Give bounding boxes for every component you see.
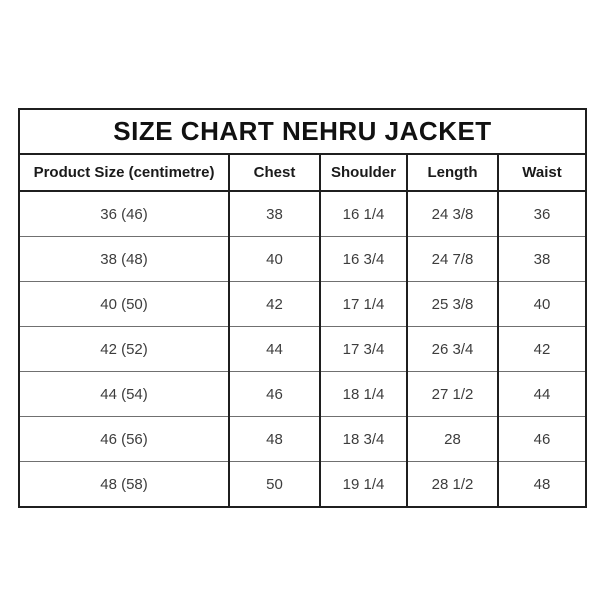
cell-chest: 46 — [229, 372, 320, 417]
cell-waist: 38 — [498, 237, 586, 282]
cell-product-size: 36 (46) — [19, 191, 229, 237]
cell-waist: 44 — [498, 372, 586, 417]
cell-waist: 36 — [498, 191, 586, 237]
table-row — [19, 191, 586, 237]
cell-shoulder: 16 1/4 — [320, 191, 407, 237]
cell-chest: 40 — [229, 237, 320, 282]
cell-shoulder: 18 3/4 — [320, 417, 407, 462]
cell-chest: 50 — [229, 462, 320, 508]
cell-product-size: 44 (54) — [19, 372, 229, 417]
cell-length: 24 7/8 — [407, 237, 498, 282]
cell-shoulder: 17 3/4 — [320, 327, 407, 372]
column-header-shoulder: Shoulder — [320, 154, 407, 191]
cell-product-size: 48 (58) — [19, 462, 229, 508]
cell-waist: 46 — [498, 417, 586, 462]
page-title: SIZE CHART NEHRU JACKET — [19, 109, 586, 154]
cell-length: 24 3/8 — [407, 191, 498, 237]
cell-shoulder: 18 1/4 — [320, 372, 407, 417]
table-row — [19, 237, 586, 282]
cell-waist: 42 — [498, 327, 586, 372]
cell-length: 27 1/2 — [407, 372, 498, 417]
cell-length: 28 — [407, 417, 498, 462]
cell-shoulder: 17 1/4 — [320, 282, 407, 327]
cell-length: 25 3/8 — [407, 282, 498, 327]
cell-product-size: 40 (50) — [19, 282, 229, 327]
table-row — [19, 417, 586, 462]
cell-product-size: 46 (56) — [19, 417, 229, 462]
table-row — [19, 462, 586, 508]
cell-chest: 48 — [229, 417, 320, 462]
column-header-waist: Waist — [498, 154, 586, 191]
cell-product-size: 38 (48) — [19, 237, 229, 282]
table-row — [19, 372, 586, 417]
cell-waist: 40 — [498, 282, 586, 327]
cell-length: 26 3/4 — [407, 327, 498, 372]
column-header-chest: Chest — [229, 154, 320, 191]
cell-shoulder: 16 3/4 — [320, 237, 407, 282]
cell-shoulder: 19 1/4 — [320, 462, 407, 508]
size-chart-table — [18, 108, 587, 508]
table-header-row — [19, 154, 586, 191]
table-row — [19, 282, 586, 327]
cell-chest: 44 — [229, 327, 320, 372]
cell-product-size: 42 (52) — [19, 327, 229, 372]
cell-length: 28 1/2 — [407, 462, 498, 508]
column-header-product-size: Product Size (centimetre) — [19, 154, 229, 191]
cell-waist: 48 — [498, 462, 586, 508]
column-header-length: Length — [407, 154, 498, 191]
table-title-row — [19, 109, 586, 154]
cell-chest: 38 — [229, 191, 320, 237]
cell-chest: 42 — [229, 282, 320, 327]
table-row — [19, 327, 586, 372]
